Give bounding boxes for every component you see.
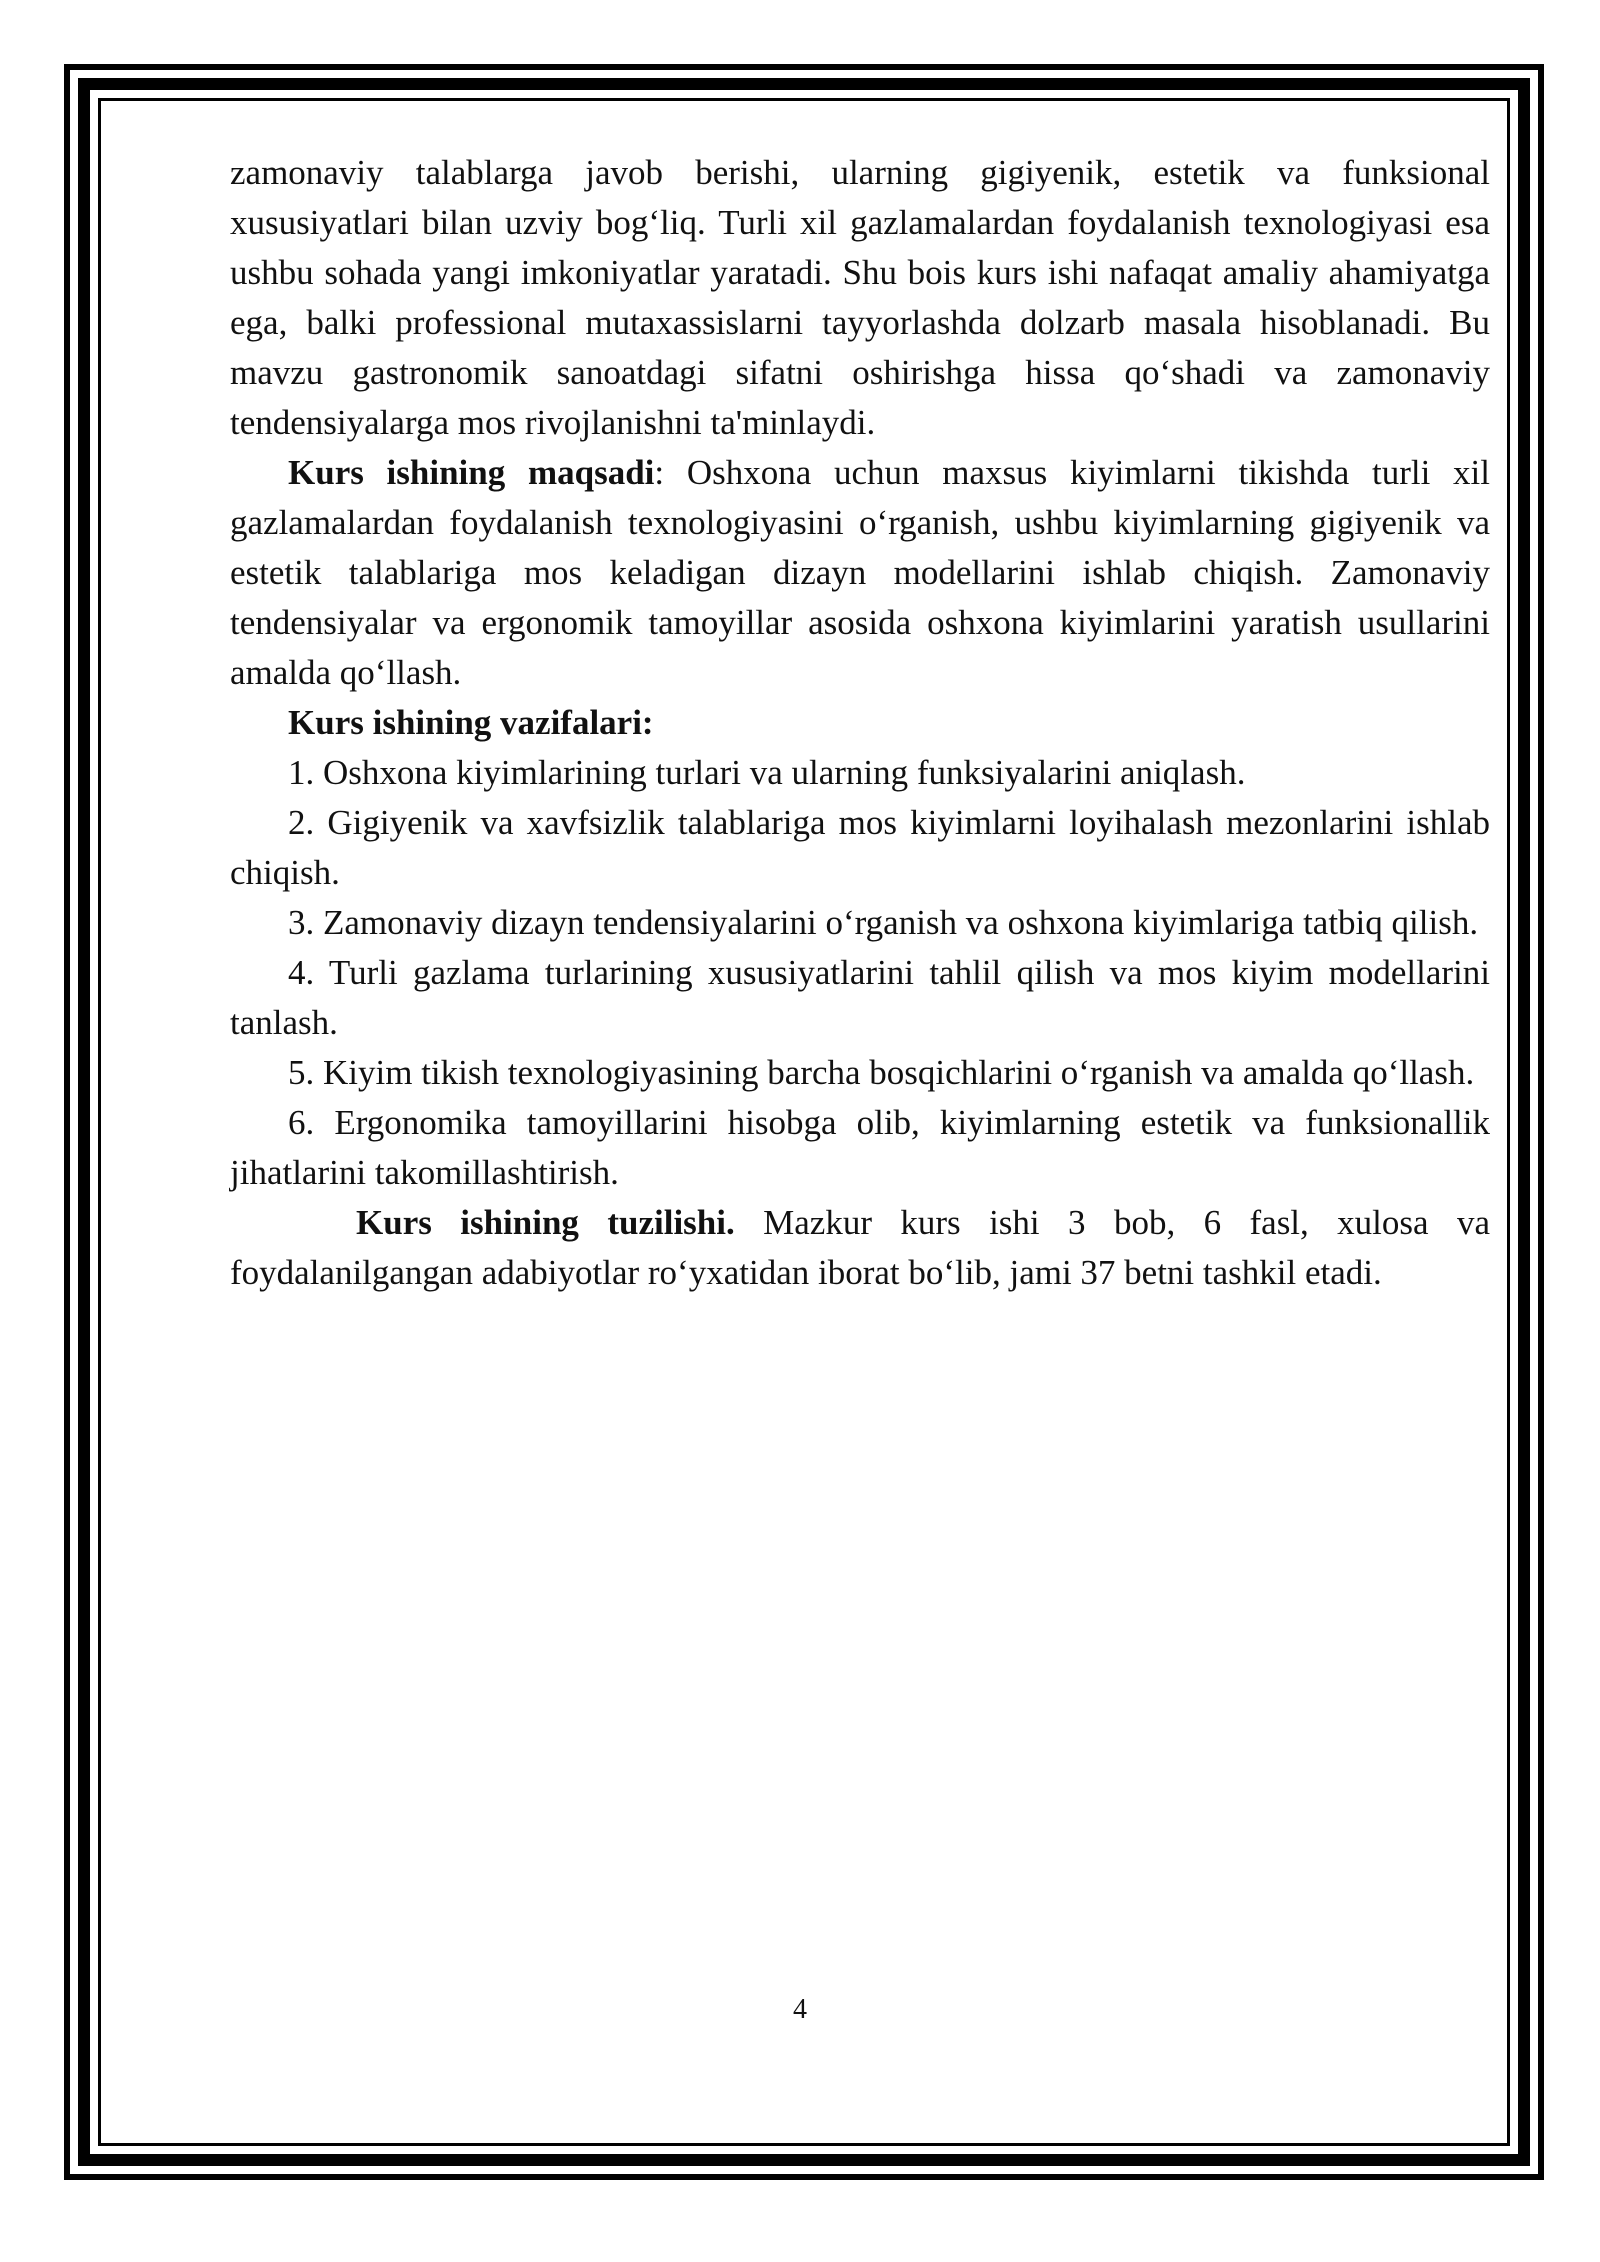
goal-label: Kurs ishining maqsadi bbox=[288, 453, 655, 492]
task-item-5: 5. Kiyim tikish texnologiyasining barcha bosqichlarini o‘rganish va amalda qo‘llash. bbox=[288, 1053, 1475, 1092]
structure-text: Mazkur kurs ishi 3 bob, 6 fasl, xulosa va foydalanilgangan adabiyotlar ro‘yxatidan iborat bo‘lib, jami 37 betni tashkil etadi. bbox=[230, 1203, 1491, 1292]
structure-paragraph bbox=[230, 1198, 1490, 1298]
page-number: 4 bbox=[793, 1994, 807, 2025]
structure-label: Kurs ishining tuzilishi. bbox=[356, 1203, 735, 1242]
goal-text: : Oshxona uchun maxsus kiyimlarni tikishda turli xil gazlamalardan foydalanish texnologiyasini o‘rganish, ushbu kiyimlarning gigiyenik va estetik talablariga mos keladigan dizayn modellarini ishlab chiqish. Zamonaviy tendensiyalar va ergonomik tamoyillar asosida oshxona kiyimlarini yaratish usullarini amalda qo‘llash. bbox=[230, 453, 1491, 692]
intro-paragraph: zamonaviy talablarga javob berishi, ularning gigiyenik, estetik va funksional xususiyatlari bilan uzviy bog‘liq. Turli xil gazlamalardan foydalanish texnologiyasi esa ushbu sohada yangi imkoniyatlar yaratadi. Shu bois kurs ishi nafaqat amaliy ahamiyatga ega, balki professional mutaxassislarni tayyorlashda dolzarb masala hisoblanadi. Bu mavzu gastronomik sanoatdagi sifatni oshirishga hissa qo‘shadi va zamonaviy tendensiyalarga mos rivojlanishni ta'minlaydi. bbox=[230, 153, 1490, 442]
page-content bbox=[230, 148, 1490, 1298]
tasks-heading: Kurs ishining vazifalari: bbox=[288, 703, 654, 742]
task-item-3: 3. Zamonaviy dizayn tendensiyalarini o‘rganish va oshxona kiyimlariga tatbiq qilish. bbox=[288, 903, 1479, 942]
goal-paragraph bbox=[230, 448, 1490, 698]
task-item-2: 2. Gigiyenik va xavfsizlik talablariga mos kiyimlarni loyihalash mezonlarini ishlab chiqish. bbox=[230, 803, 1490, 892]
task-item-6: 6. Ergonomika tamoyillarini hisobga olib, kiyimlarning estetik va funksionallik jihatlarini takomillashtirish. bbox=[230, 1103, 1490, 1192]
task-item-4: 4. Turli gazlama turlarining xususiyatlarini tahlil qilish va mos kiyim modellarini tanlash. bbox=[230, 953, 1490, 1042]
task-item-1: 1. Oshxona kiyimlarining turlari va ularning funksiyalarini aniqlash. bbox=[288, 753, 1246, 792]
